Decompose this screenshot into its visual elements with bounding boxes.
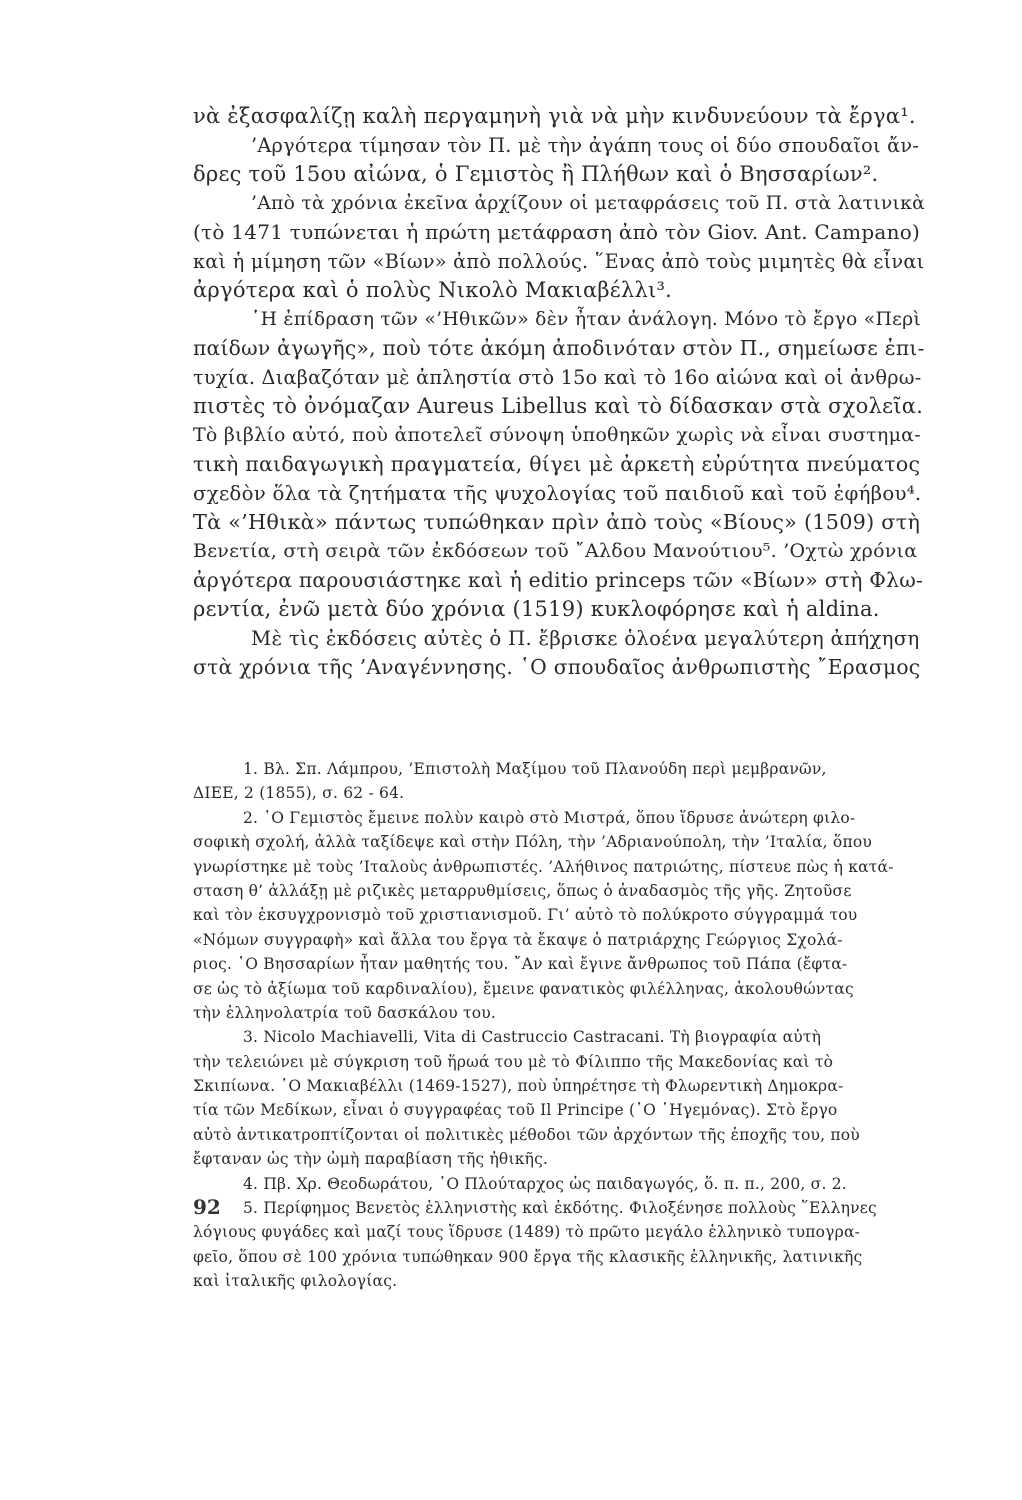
footnote-line: 5. Περίφημος Βενετὸς ἑλληνιστὴς καὶ ἐκδότης. Φιλοξένησε πολλοὺς ῞Ελληνες [243, 1199, 877, 1218]
footnote-line: αὐτὸ ἀντικατροπτίζονται οἱ πολιτικὲς μέθοδοι τῶν ἀρχόντων τῆς ἐποχῆς του, ποὺ [193, 1125, 860, 1144]
footnote-line: 4. Πβ. Χρ. Θεοδωράτου, ῾Ο Πλούταρχος ὡς παιδαγωγός, ὅ. π. π., 200, σ. 2. [243, 1174, 847, 1193]
text-line: Τὸ βιβλίο αὐτό, ποὺ ἀποτελεῖ σύνοψη ὑποθηκῶν χωρὶς νὰ εἶναι συστημα- [193, 424, 921, 446]
footnote-line: ΔΙΕΕ, 2 (1855), σ. 62 - 64. [193, 784, 405, 803]
text-line: δρες τοῦ 15ου αἰώνα, ὁ Γεμιστὸς ἢ Πλήθων καὶ ὁ Βησσαρίων². [193, 162, 879, 186]
text-line: ’Απὸ τὰ χρόνια ἐκεῖνα ἀρχίζουν οἱ μεταφράσεις τοῦ Π. στὰ λατινικὰ [251, 193, 925, 214]
text-line: ἀργότερα καὶ ὁ πολὺς Νικολὸ Μακιαβέλλι³. [193, 278, 673, 302]
text-line: νὰ ἐξασφαλίζῃ καλὴ περγαμηνὴ γιὰ νὰ μὴν κινδυνεύουν τὰ ἔργα¹. [193, 104, 916, 128]
footnote-line: καὶ τὸν ἐκσυγχρονισμὸ τοῦ χριστιανισμοῦ. Γι’ αὐτὸ τὸ πολύκροτο σύγγραμμά του [193, 906, 858, 925]
footnote-line: Σκιπίωνα. ῾Ο Μακιαβέλλι (1469-1527), ποὺ ὑπηρέτησε τὴ Φλωρεντικὴ Δημοκρα- [193, 1077, 844, 1096]
footnote-line: σε ὡς τὸ ἀξίωμα τοῦ καρδιναλίου), ἔμεινε φανατικὸς φιλέλληνας, ἀκολουθώντας [193, 979, 854, 998]
text-line: Μὲ τὶς ἐκδόσεις αὐτὲς ὁ Π. ἔβρισκε ὁλοένα μεγαλύτερη ἀπήχηση [251, 627, 920, 650]
text-line: στὰ χρόνια τῆς ’Αναγέννησης. ῾Ο σπουδαῖος ἀνθρωπιστὴς ῎Ερασμος [193, 655, 921, 679]
footnote-line: λόγιους φυγάδες καὶ μαζί τους ἵδρυσε (1489) τὸ πρῶτο μεγάλο ἑλληνικὸ τυπογρα- [193, 1223, 861, 1242]
footnote-line: σοφικὴ σχολή, ἀλλὰ ταξίδεψε καὶ στὴν Πόλη, τὴν ’Αδριανούπολη, τὴν ’Ιταλία, ὅπου [193, 833, 872, 852]
footnotes [193, 757, 925, 1294]
footnote-line: ριος. ῾Ο Βησσαρίων ἦταν μαθητής του. ῎Αν καὶ ἔγινε ἄνθρωπος τοῦ Πάπα (ἔφτα- [193, 955, 848, 974]
main-text [193, 102, 925, 682]
footnote-line: τία τῶν Μεδίκων, εἶναι ὁ συγγραφέας τοῦ Il Principe (῾Ο ῾Ηγεμόνας). Στὸ ἔργο [193, 1101, 838, 1120]
text-line: καὶ ἡ μίμηση τῶν «Βίων» ἀπὸ πολλούς. ῞Ενας ἀπὸ τοὺς μιμητὲς θὰ εἶναι [193, 250, 925, 273]
footnote-line: τὴν ἑλληνολατρία τοῦ δασκάλου του. [193, 1003, 497, 1022]
text-line: τυχία. Διαβαζόταν μὲ ἀπληστία στὸ 15ο καὶ τὸ 16ο αἰώνα καὶ οἱ ἀνθρω- [193, 366, 922, 389]
footnote-line: 3. Nicolo Machiavelli, Vita di Castruccio Castracani. Τὴ βιογραφία αὐτὴ [243, 1028, 822, 1047]
text-line: (τὸ 1471 τυπώνεται ἡ πρώτη μετάφραση ἀπὸ τὸν Giov. Ant. Campano) [193, 220, 921, 244]
footnote-line: τὴν τελειώνει μὲ σύγκριση τοῦ ἥρωά του μὲ τὸ Φίλιππο τῆς Μακεδονίας καὶ τὸ [193, 1052, 834, 1071]
text-line: πιστὲς τὸ ὀνόμαζαν Aureus Libellus καὶ τὸ δίδασκαν στὰ σχολεῖα. [193, 394, 924, 418]
footnote-line: σταση θ’ ἀλλάξῃ μὲ ριζικὲς μεταρρυθμίσεις, ὅπως ὁ ἀναδασμὸς τῆς γῆς. Ζητοῦσε [193, 881, 852, 900]
text-line: σχεδὸν ὅλα τὰ ζητήματα τῆς ψυχολογίας τοῦ παιδιοῦ καὶ τοῦ ἐφήβου⁴. [193, 482, 922, 505]
footnote-line: 2. ῾Ο Γεμιστὸς ἔμεινε πολὺν καιρὸ στὸ Μιστρά, ὅπου ἵδρυσε ἀνώτερη φιλο- [243, 808, 856, 827]
footnote-line: 1. Βλ. Σπ. Λάμπρου, ’Επιστολὴ Μαξίμου τοῦ Πλανούδη περὶ μεμβρανῶν, [243, 760, 827, 778]
text-line: Βενετία, στὴ σειρὰ τῶν ἐκδόσεων τοῦ ῎Αλδου Μανούτιου⁵. ’Οχτὼ χρόνια [193, 540, 918, 562]
text-line: τικὴ παιδαγωγικὴ πραγματεία, θίγει μὲ ἀρκετὴ εὐρύτητα πνεύματος [193, 452, 921, 476]
footnote-line: φεῖο, ὅπου σὲ 100 χρόνια τυπώθηκαν 900 ἔργα τῆς κλασικῆς ἑλληνικῆς, λατινικῆς [193, 1247, 863, 1266]
text-line: ρεντία, ἐνῶ μετὰ δύο χρόνια (1519) κυκλοφόρησε καὶ ἡ aldina. [193, 597, 880, 621]
page-number: 92 [193, 1195, 221, 1219]
footnote-line: καὶ ἰταλικῆς φιλολογίας. [193, 1272, 398, 1291]
text-line: ’Αργότερα τίμησαν τὸν Π. μὲ τὴν ἀγάπη τους οἱ δύο σπουδαῖοι ἄν- [251, 134, 920, 157]
text-line: ἀργότερα παρουσιάστηκε καὶ ἡ editio princeps τῶν «Βίων» στὴ Φλω- [193, 568, 924, 592]
text-line: παίδων ἀγωγῆς», ποὺ τότε ἀκόμη ἀποδινόταν στὸν Π., σημείωσε ἐπι- [193, 336, 925, 360]
footnote-line: «Νόμων συγγραφὴ» καὶ ἄλλα του ἔργα τὰ ἔκαψε ὁ πατριάρχης Γεώργιος Σχολά- [193, 930, 843, 949]
text-line: Τὰ «’Ηθικὰ» πάντως τυπώθηκαν πρὶν ἀπὸ τοὺς «Βίους» (1509) στὴ [193, 510, 921, 534]
footnote-line: γνωρίστηκε μὲ τοὺς ’Ιταλοὺς ἀνθρωπιστές. ’Αλήθινος πατριώτης, πίστευε πὼς ἡ κατά- [193, 857, 894, 876]
text-line: ῾Η ἐπίδραση τῶν «’Ηθικῶν» δὲν ἦταν ἀνάλογη. Μόνο τὸ ἔργο «Περὶ [251, 309, 921, 330]
footnote-line: ἔφταναν ὡς τὴν ὠμὴ παραβίαση τῆς ἠθικῆς. [193, 1150, 549, 1169]
